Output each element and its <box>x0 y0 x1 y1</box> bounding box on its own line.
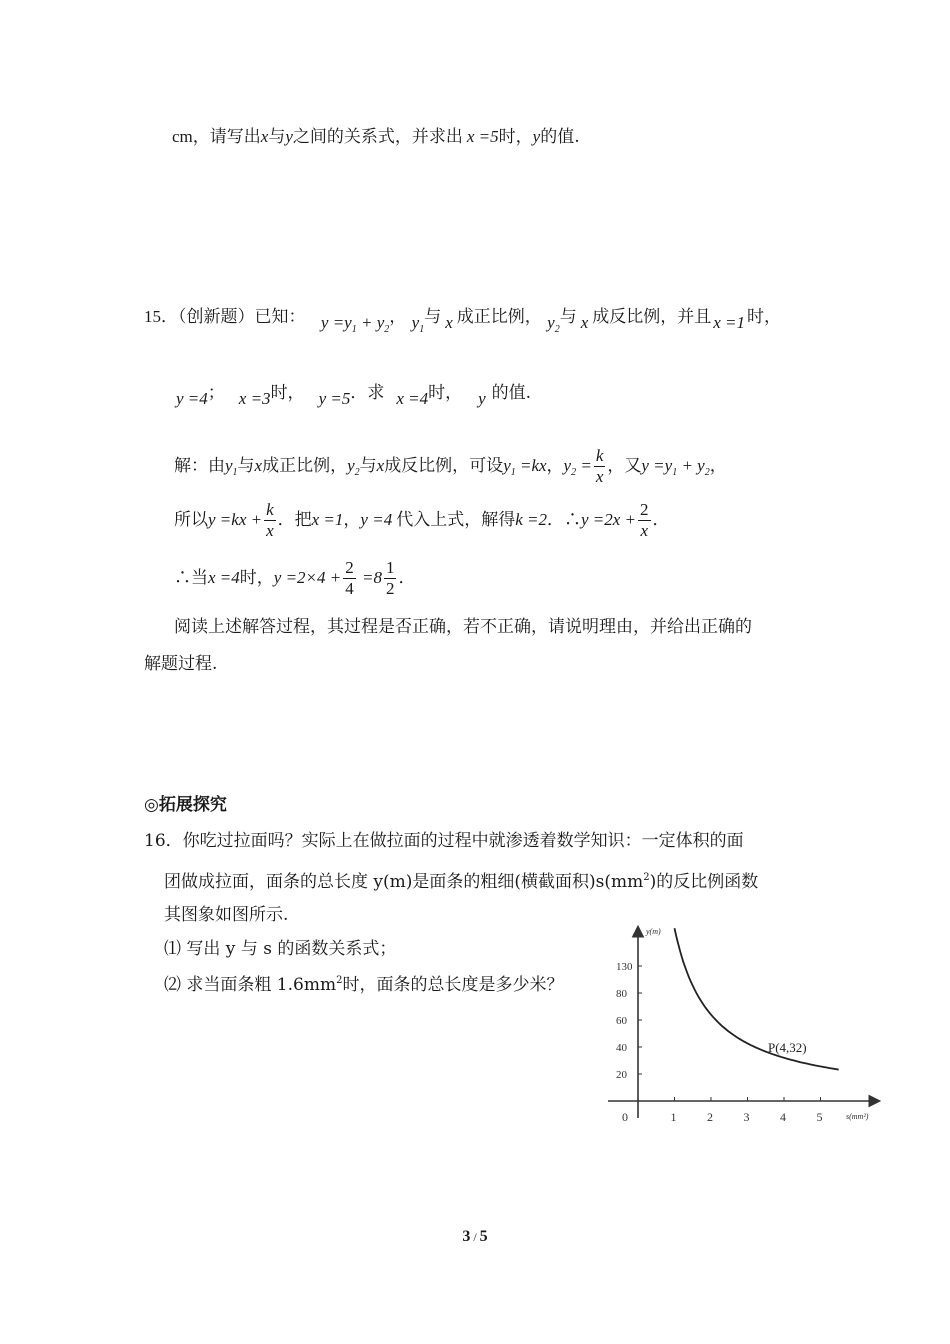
curve-line <box>675 928 839 1069</box>
q16-part-1: ⑴ 写出 y 与 s 的函数关系式； <box>164 939 397 959</box>
q15-equation: $y =y_1 + y_2$ <box>320 313 390 335</box>
y-axis-label: y(m) <box>646 927 661 936</box>
x-tick-label: 3 <box>743 1110 750 1123</box>
fraction-2-over-x: $\frac{2}{x}$ <box>640 500 649 540</box>
q14-tail-line: cm，请写出x与y之间的关系式，并求出 x =5时，y的值. <box>172 127 580 147</box>
solution-line-1: 解：由$y_1$与x成正比例，$y_2$与x成反比例，可设$y_1 =kx$，$y_2$ = $\frac{k}{x}$ ，又$y =y_1 + y_2$， <box>174 446 727 486</box>
fraction-k-over-x: $\frac{k}{x}$ <box>595 446 604 486</box>
q15-line-1: 15．（创新题）已知： $y =y_1 + y_2$， $y_1$与 x 成正比例， $y_2$与 x 成反比例，并且 x =1 时， <box>144 307 782 335</box>
q16-part-2: ⑵ 求当面条粗 $1.6mm^2$时，面条的总长度是多少米？ <box>164 975 564 995</box>
q16-line-3: 其图象如图所示. <box>164 905 289 925</box>
solution-question-line-2: 解题过程. <box>144 654 218 674</box>
y-tick-label: 20 <box>616 1069 627 1081</box>
y-tick-label: 40 <box>616 1042 627 1054</box>
section-title: ◎拓展探究 <box>144 795 227 815</box>
y-tick-label: 130 <box>616 961 633 973</box>
x-axis-label: s(mm²) <box>846 1112 869 1121</box>
x-tick-label: 1 <box>670 1110 677 1123</box>
q15-line-2: y =4； x =3时， y =5．求 x =4时， y 的值. <box>176 383 532 408</box>
fraction-1-over-2: $\frac{1}{2}$ <box>385 558 395 598</box>
solution-line-3: ∴当x =4时，y =2×4 + $\frac{2}{4}$ =8 $\frac{1}{2}$ ． <box>174 558 416 598</box>
solution-line-2: 所以y =kx + $\frac{k}{x}$ ．把x =1，y =4 代入上式，解得k =2．∴y =2x + $\frac{2}{x}$ ． <box>174 500 670 540</box>
q16-line-2: 团做成拉面，面条的总长度 y(m)是面条的粗细(横截面积)$s(mm^2)$的反比例函数 <box>164 872 759 892</box>
y-tick-label: 60 <box>616 1015 627 1027</box>
origin-label: 0 <box>622 1110 628 1123</box>
x-tick-label: 2 <box>707 1110 713 1123</box>
y-tick-label: 80 <box>616 988 627 1000</box>
point-label: P(4,32) <box>768 1039 807 1055</box>
fraction-2-over-4: $\frac{2}{4}$ <box>345 558 354 598</box>
q16-line-1: 16．你吃过拉面吗？实际上在做拉面的过程中就渗透着数学知识：一定体积的面 <box>144 831 744 851</box>
x-tick-label: 5 <box>816 1110 823 1123</box>
solution-question-line-1: 阅读上述解答过程，其过程是否正确，若不正确，请说明理由，并给出正确的 <box>174 617 752 637</box>
page-number: 3 / 5 <box>462 1228 488 1245</box>
fraction-k-over-x: $\frac{k}{x}$ <box>266 500 274 540</box>
x-tick-label: 4 <box>780 1110 786 1123</box>
inverse-proportion-chart <box>596 918 888 1123</box>
